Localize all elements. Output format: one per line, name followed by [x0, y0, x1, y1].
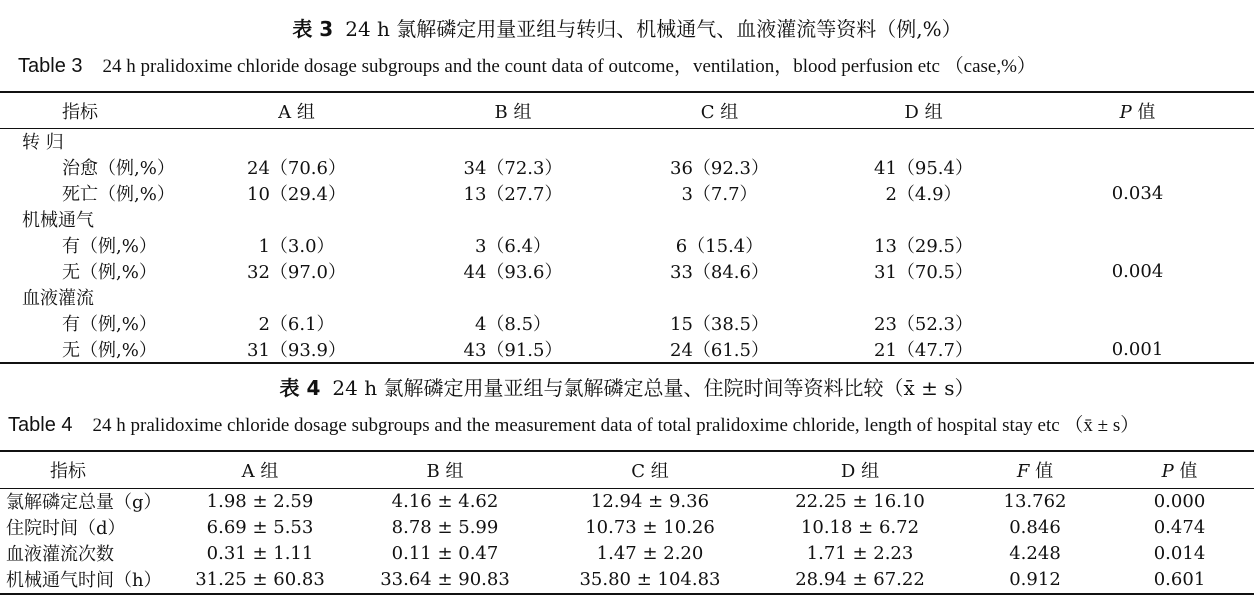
table-row — [0, 336, 1254, 362]
cell-c: 3（7.7） — [681, 184, 758, 205]
cell-b: 8.78 ± 5.99 — [391, 516, 499, 538]
row-label: 治愈（例,%） — [62, 158, 175, 179]
table3-header-index: 指标 — [62, 101, 98, 123]
table4-caption-en-lead: Table 4 — [8, 414, 73, 436]
table3-caption-cn-text: 24 h 氯解磷定用量亚组与转归、机械通气、血液灌流等资料（例,%） — [345, 17, 962, 41]
cell-f: 4.248 — [1009, 542, 1061, 564]
cell-a: 31（93.9） — [247, 340, 346, 361]
cell-c: 24（61.5） — [670, 340, 769, 361]
cell-f: 0.912 — [1009, 568, 1061, 590]
row-label: 无（例,%） — [62, 340, 157, 361]
table3-bottom-rule — [0, 362, 1254, 364]
cell-b: 44（93.6） — [463, 262, 563, 283]
cell-b: 43（91.5） — [463, 340, 563, 361]
table4-header-p — [1105, 452, 1254, 488]
table-row — [0, 566, 1254, 592]
table-row — [0, 180, 1254, 206]
table4-caption-cn — [0, 376, 1254, 400]
row-label: 氯解磷定总量（g） — [6, 492, 162, 513]
table3-group-label: 转 归 — [22, 132, 64, 153]
cell-d: 13（29.5） — [874, 236, 973, 257]
cell-c: 12.94 ± 9.36 — [590, 490, 710, 512]
table-row — [0, 514, 1254, 540]
cell-a: 2（6.1） — [258, 314, 335, 335]
table3 — [0, 93, 1254, 362]
cell-b: 34（72.3） — [463, 158, 563, 179]
cell-d: 10.18 ± 6.72 — [800, 516, 920, 538]
table4-caption-cn-lead: 表 4 — [279, 376, 321, 400]
cell-f: 0.846 — [1009, 516, 1061, 538]
table4-bottom-rule — [0, 593, 1254, 595]
table4-header-f-rest: 值 — [1029, 461, 1054, 482]
row-label: 无（例,%） — [62, 262, 157, 283]
cell-b: 0.11 ± 0.47 — [391, 542, 499, 564]
table4-caption-cn-text: 24 h 氯解磷定用量亚组与氯解磷定总量、住院时间等资料比较（x̄ ± s） — [332, 376, 975, 400]
table-row — [0, 284, 1254, 310]
cell-p — [1021, 310, 1254, 336]
table3-header-p-rest: 值 — [1131, 101, 1156, 123]
row-label: 血液灌流次数 — [6, 544, 114, 565]
row-label: 死亡（例,%） — [62, 184, 175, 205]
table-row — [0, 310, 1254, 336]
table3-header-c: C 组 — [700, 101, 739, 123]
table-row — [0, 488, 1254, 514]
cell-d: 23（52.3） — [874, 314, 973, 335]
table4-header-index: 指标 — [50, 461, 86, 482]
cell-c: 36（92.3） — [670, 158, 769, 179]
table-row — [0, 540, 1254, 566]
table3-caption-en-text: 24 h pralidoxime chloride dosage subgroups and the count data of outcome，ventilation，blood perfusion etc （case,%） — [102, 56, 1036, 77]
cell-c: 33（84.6） — [670, 262, 769, 283]
cell-a: 24（70.6） — [247, 158, 346, 179]
row-label: 有（例,%） — [62, 236, 157, 257]
cell-p: 0.000 — [1153, 490, 1206, 512]
cell-d: 31（70.5） — [874, 262, 973, 283]
table3-caption-cn-lead: 表 3 — [292, 17, 334, 41]
row-label: 住院时间（d） — [6, 518, 126, 539]
cell-c: 1.47 ± 2.20 — [596, 542, 704, 564]
table-row — [0, 232, 1254, 258]
cell-a: 10（29.4） — [247, 184, 346, 205]
table3-caption-cn — [0, 17, 1254, 41]
cell-p: 0.001 — [1111, 338, 1164, 360]
table3-group-label: 血液灌流 — [22, 288, 94, 309]
cell-d: 28.94 ± 67.22 — [795, 568, 925, 590]
table3-header-p-italic: P — [1119, 101, 1132, 123]
cell-b: 33.64 ± 90.83 — [380, 568, 510, 590]
table3-header-row — [0, 93, 1254, 128]
table-row — [0, 128, 1254, 154]
table4-caption-en-text: 24 h pralidoxime chloride dosage subgroups and the measurement data of total pralidoxime chloride, length of hospital stay etc （x̄ ± s） — [92, 415, 1140, 436]
cell-d: 22.25 ± 16.10 — [795, 490, 925, 512]
table3-group-label: 机械通气 — [22, 210, 94, 231]
table4-header-c: C 组 — [631, 461, 669, 482]
cell-d: 2（4.9） — [885, 184, 962, 205]
table3-header-a: A 组 — [278, 101, 315, 123]
cell-p — [1021, 154, 1254, 180]
cell-a: 32（97.0） — [247, 262, 346, 283]
cell-a: 31.25 ± 60.83 — [195, 568, 325, 590]
table4-header-a: A 组 — [241, 461, 279, 482]
cell-d: 1.71 ± 2.23 — [806, 542, 914, 564]
table3-caption-en — [18, 54, 1254, 79]
table4-header-d: D 组 — [840, 461, 880, 482]
cell-a: 1（3.0） — [258, 236, 335, 257]
row-label: 机械通气时间（h） — [6, 570, 162, 591]
cell-p: 0.601 — [1153, 568, 1206, 590]
cell-p — [1021, 232, 1254, 258]
table4 — [0, 452, 1254, 592]
table4-header-f — [965, 452, 1105, 488]
cell-b: 4（8.5） — [474, 314, 552, 335]
table3-header-p — [1021, 93, 1254, 128]
table4-header-p-italic: P — [1161, 461, 1174, 482]
cell-c: 10.73 ± 10.26 — [585, 516, 715, 538]
cell-p: 0.004 — [1111, 260, 1164, 282]
table4-caption-en — [8, 413, 1254, 438]
table4-header-row — [0, 452, 1254, 488]
cell-f: 13.762 — [1003, 490, 1067, 512]
cell-b: 4.16 ± 4.62 — [391, 490, 499, 512]
cell-a: 0.31 ± 1.11 — [206, 542, 314, 564]
cell-d: 41（95.4） — [874, 158, 973, 179]
row-label: 有（例,%） — [62, 314, 157, 335]
cell-c: 6（15.4） — [675, 236, 764, 257]
cell-p: 0.034 — [1111, 182, 1164, 204]
table3-caption-en-lead: Table 3 — [18, 55, 83, 77]
table4-header-f-italic: F — [1016, 461, 1030, 482]
cell-b: 3（6.4） — [474, 236, 552, 257]
cell-d: 21（47.7） — [874, 340, 973, 361]
table3-header-d: D 组 — [904, 101, 943, 123]
cell-p: 0.014 — [1153, 542, 1206, 564]
cell-a: 6.69 ± 5.53 — [206, 516, 314, 538]
cell-c: 35.80 ± 104.83 — [579, 568, 721, 590]
table4-header-b: B 组 — [426, 461, 464, 482]
table-row — [0, 154, 1254, 180]
cell-b: 13（27.7） — [463, 184, 563, 205]
cell-a: 1.98 ± 2.59 — [206, 490, 314, 512]
cell-p: 0.474 — [1153, 516, 1206, 538]
table4-header-p-rest: 值 — [1173, 461, 1198, 482]
table-row — [0, 258, 1254, 284]
cell-c: 15（38.5） — [670, 314, 769, 335]
table-row — [0, 206, 1254, 232]
table3-header-b: B 组 — [494, 101, 532, 123]
